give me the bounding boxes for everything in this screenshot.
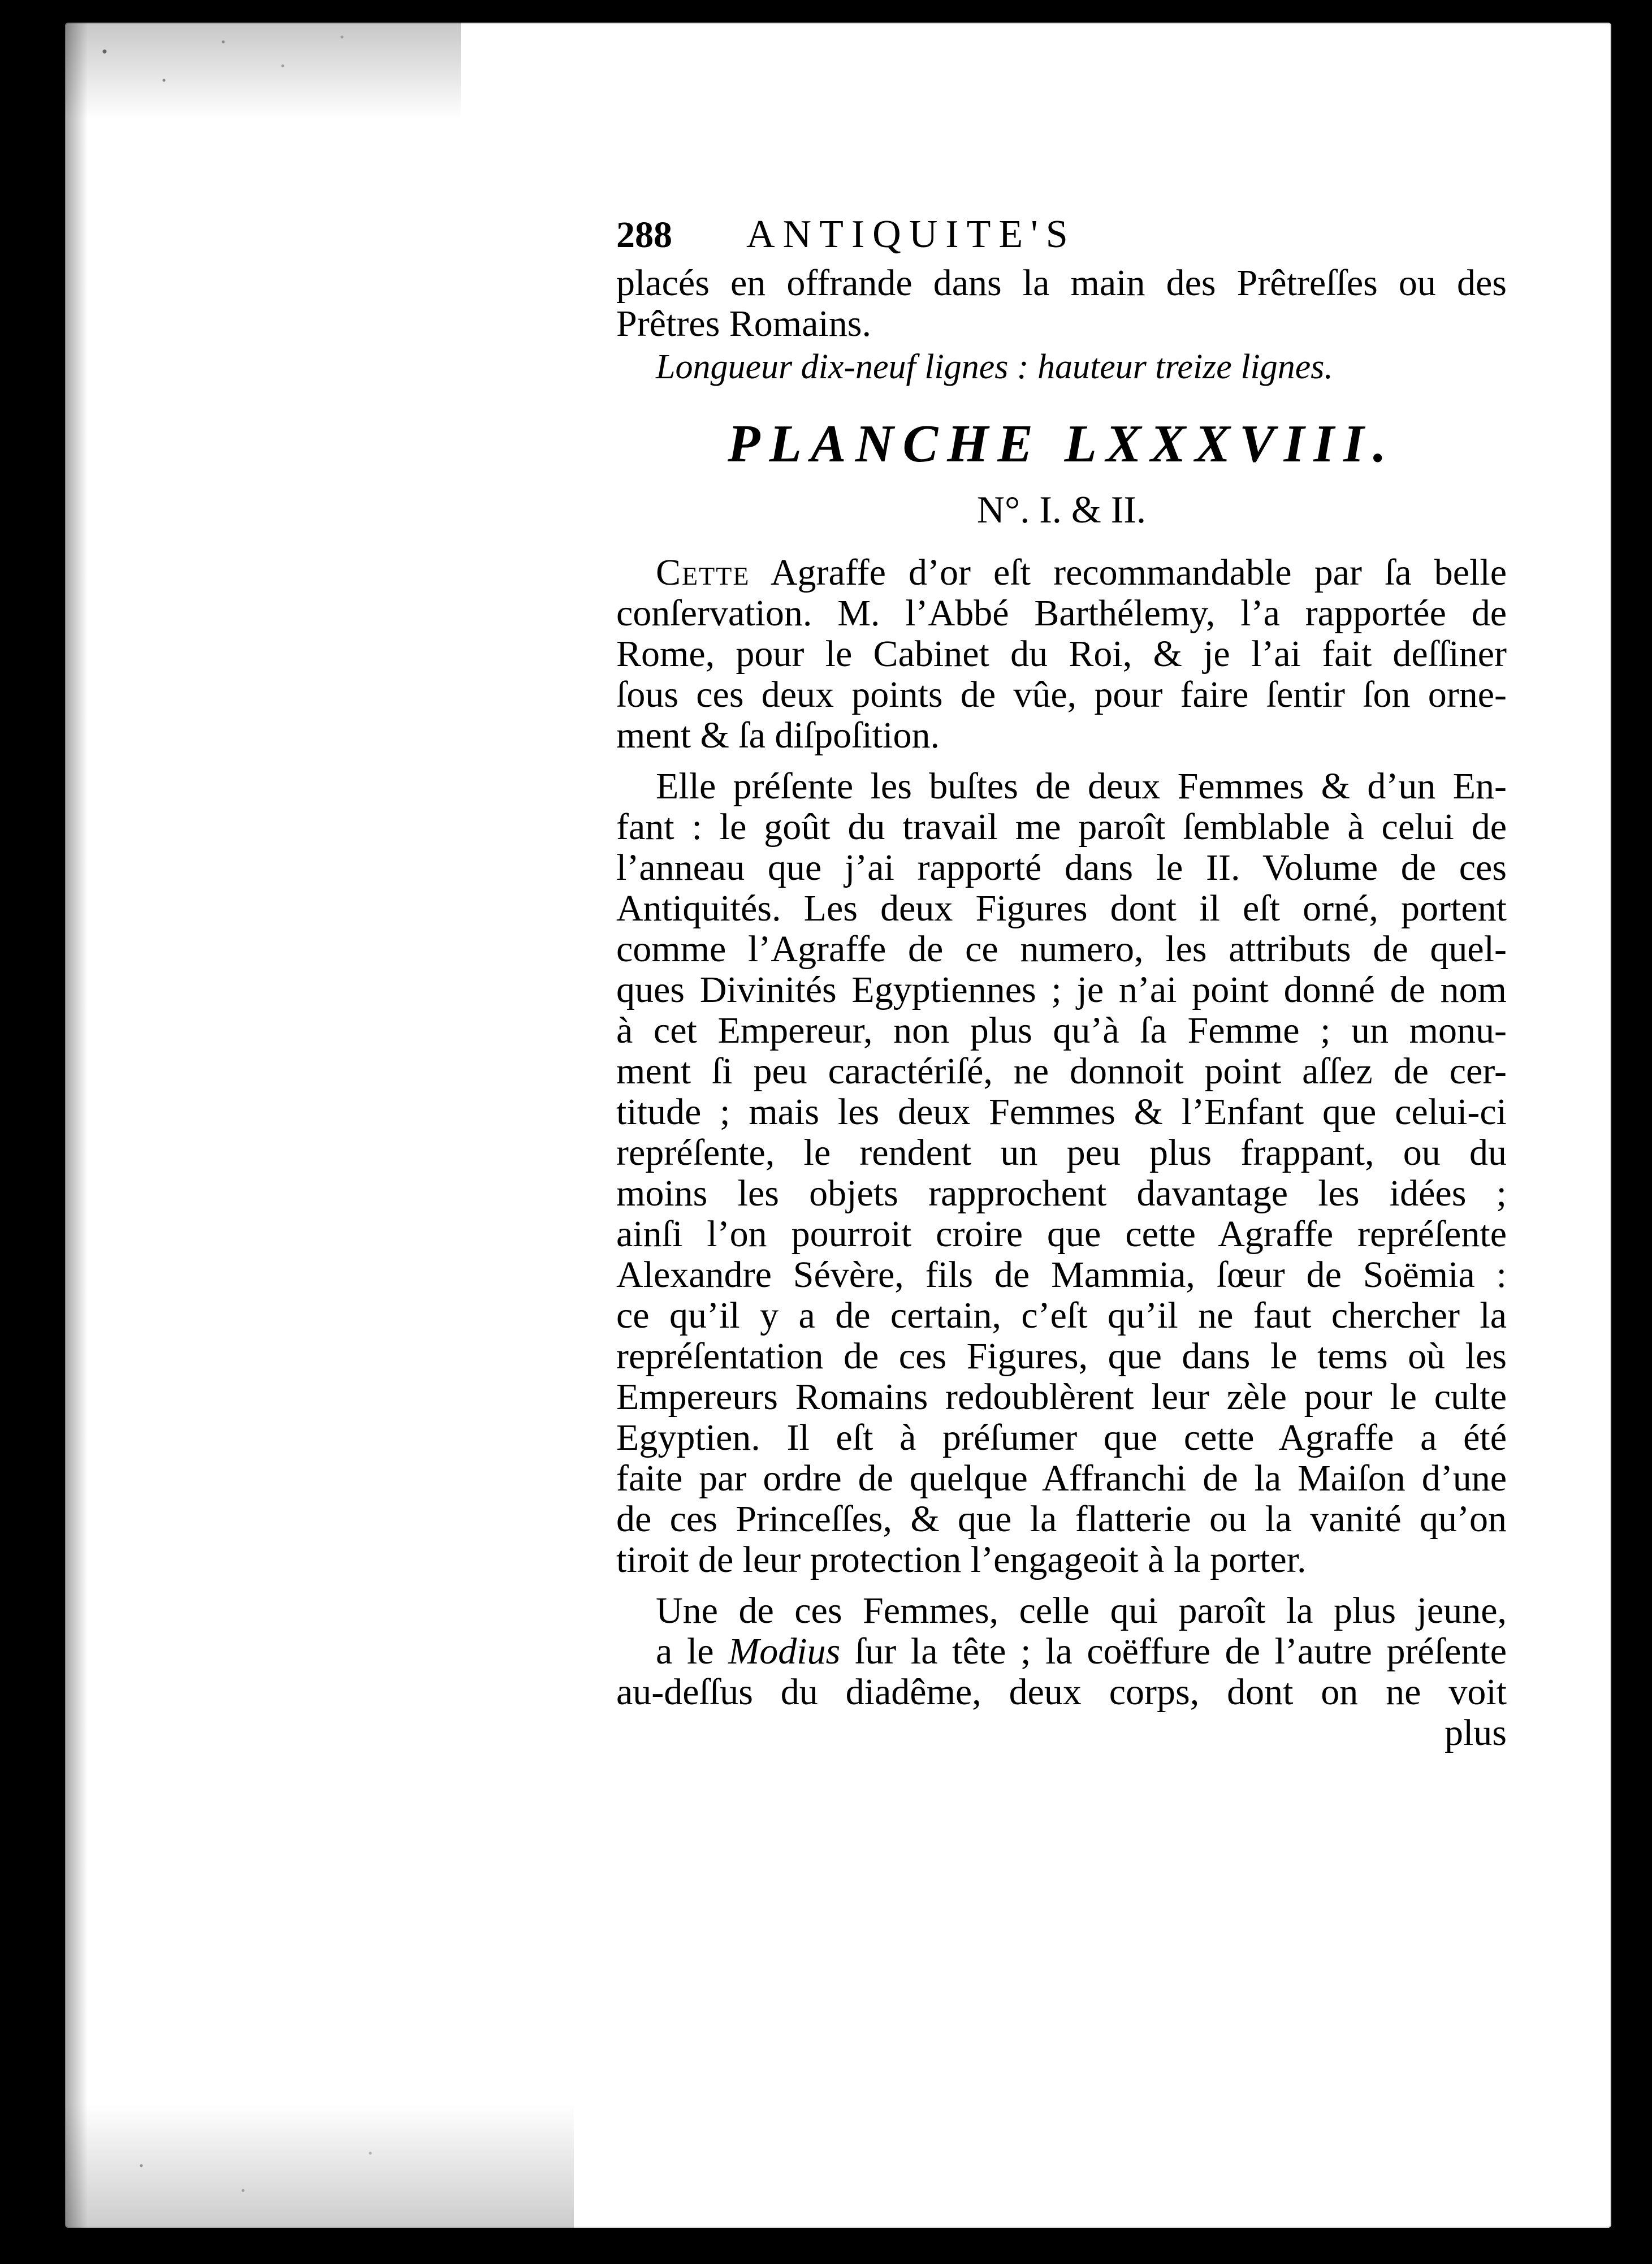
- text-line: ainſi l’on pourroit croire que cette Agraffe repréſente: [616, 1213, 1507, 1255]
- lead-word: Cette: [656, 552, 750, 593]
- paragraph-1: [616, 552, 1507, 756]
- text-line: faite par ordre de quelque Affranchi de la Maiſon d’une: [616, 1458, 1507, 1499]
- text-line: Une de ces Femmes, celle qui paroît la plus jeune,: [656, 1590, 1507, 1631]
- text-block: [616, 212, 1507, 1764]
- text-line: tiroit de leur protection l’engageoit à la porter.: [616, 1539, 1307, 1580]
- text-line: Alexandre Sévère, fils de Mammia, ſœur de Soëmia :: [616, 1254, 1507, 1295]
- text-line: l’anneau que j’ai rapporté dans le II. Volume de ces: [616, 847, 1507, 888]
- text-line: ment ſi peu caractériſé, ne donnoit point aſſez de cer-: [616, 1051, 1507, 1092]
- text-line: au-deſſus du diadême, deux corps, dont on ne voit: [616, 1671, 1507, 1713]
- catchword: plus: [1444, 1712, 1507, 1753]
- text-line: Rome, pour le Cabinet du Roi, & je l’ai fait deſſiner: [616, 633, 1507, 675]
- text-line: Antiquités. Les deux Figures dont il eſt orné, portent: [616, 888, 1507, 929]
- text-line: Cette Agraffe d’or eſt recommandable par ſa belle: [656, 552, 1507, 593]
- text-line: ques Divinités Egyptiennes ; je n’ai point donné de nom: [616, 969, 1507, 1010]
- text-line: Egyptien. Il eſt à préſumer que cette Agraffe a été: [616, 1417, 1507, 1458]
- plate-number: N°. I. & II.: [976, 488, 1147, 531]
- paragraph-3: [616, 1591, 1507, 1753]
- text-line: fant : le goût du travail me paroît ſemblable à celui de: [616, 806, 1507, 848]
- text-line: ment & ſa diſpoſition.: [616, 715, 940, 756]
- text-line: de ces Princeſſes, & que la flatterie ou la vanité qu’on: [616, 1498, 1507, 1540]
- text-line: Elle préſente les buſtes de deux Femmes & d’un En-: [656, 766, 1507, 807]
- text-line: ce qu’il y a de certain, c’eſt qu’il ne faut chercher la: [616, 1295, 1507, 1336]
- text-line: à cet Empereur, non plus qu’à ſa Femme ; un monu-: [616, 1010, 1507, 1051]
- text-line: ſous ces deux points de vûe, pour faire ſentir ſon orne-: [616, 674, 1507, 715]
- text-line: a le Modius ſur la tête ; la coëffure de l’autre préſente: [656, 1631, 1507, 1672]
- text-line: placés en offrande dans la main des Prêtreſſes ou des: [616, 262, 1507, 304]
- italic-term: Modius: [728, 1631, 841, 1672]
- text-line: titude ; mais les deux Femmes & l’Enfant que celui-ci: [616, 1091, 1507, 1133]
- running-title: ANTIQUITE'S: [746, 213, 1076, 256]
- plate-title: PLANCHE LXXXVIII.: [728, 414, 1395, 473]
- measurement-note: Longueur dix-neuf lignes : hauteur treize lignes.: [656, 348, 1333, 386]
- text-line: repréſentation de ces Figures, que dans le tems où les: [616, 1336, 1507, 1377]
- paragraph-2: [616, 766, 1507, 1580]
- page-number: 288: [616, 214, 672, 256]
- text-line: repréſente, le rendent un peu plus frappant, ou du: [616, 1132, 1507, 1173]
- text-line: moins les objets rapprochent davantage les idées ;: [616, 1173, 1507, 1214]
- running-head: [616, 212, 1507, 263]
- text-line: Prêtres Romains.: [616, 303, 871, 344]
- text-line: Empereurs Romains redoublèrent leur zèle pour le culte: [616, 1376, 1507, 1418]
- text-line: conſervation. M. l’Abbé Barthélemy, l’a rapportée de: [616, 593, 1507, 634]
- text-line: comme l’Agraffe de ce numero, les attributs de quel-: [616, 928, 1507, 970]
